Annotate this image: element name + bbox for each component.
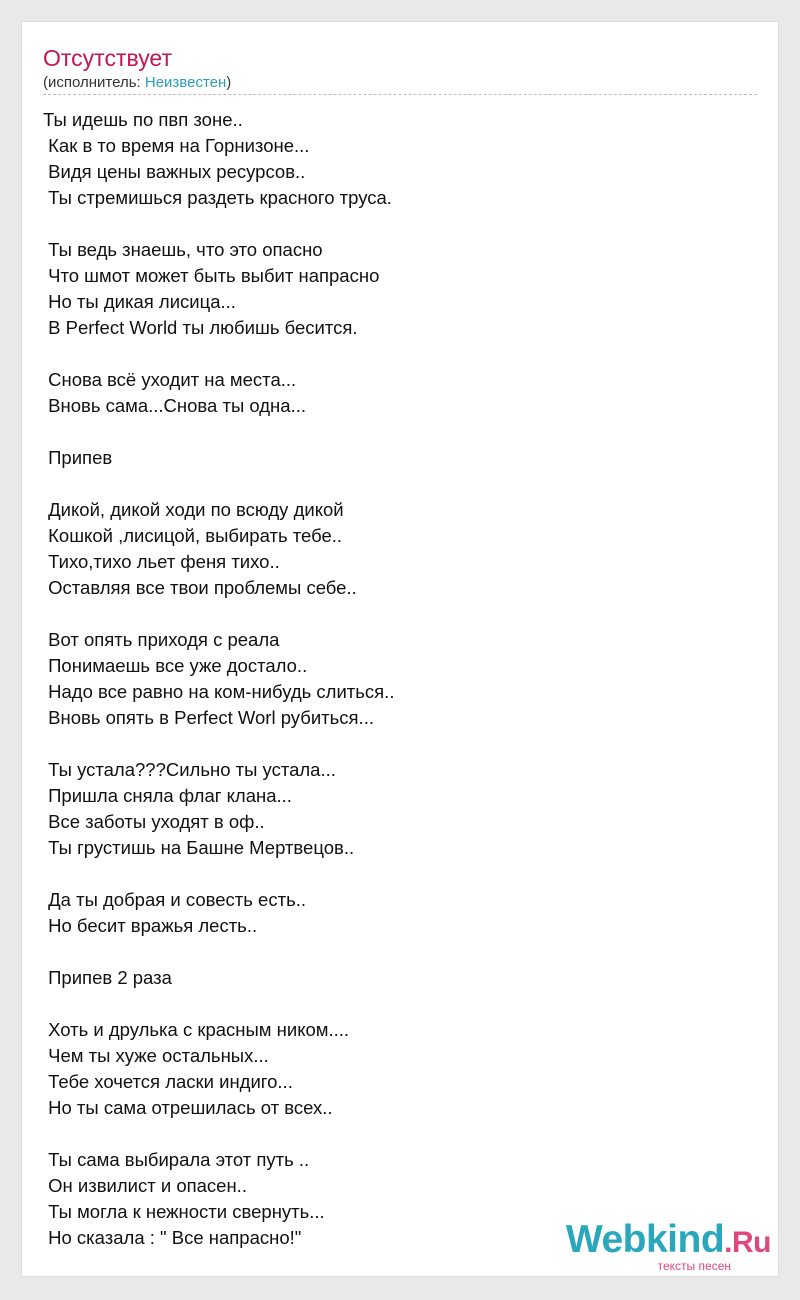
lyric-line: Вот опять приходя с реала [43, 629, 280, 650]
lyric-line: Снова всё уходит на места... [43, 369, 297, 390]
lyric-line: Да ты добрая и совесть есть.. [43, 889, 306, 910]
watermark-brand: Webkind [565, 1218, 725, 1261]
lyric-line: Ты идешь по пвп зоне.. [43, 109, 243, 130]
lyric-line: Припев 2 раза [43, 967, 172, 988]
lyric-line: Оставляя все твои проблемы себе.. [43, 577, 357, 598]
lyric-line: Ты стремишься раздеть красного труса. [43, 187, 392, 208]
artist-line [43, 74, 231, 92]
artist-prefix: (исполнитель: [43, 74, 145, 91]
lyric-line: Ты могла к нежности свернуть... [43, 1201, 325, 1222]
lyric-blank-line [43, 471, 743, 497]
watermark-tagline: тексты песен [657, 1259, 731, 1273]
lyric-line: Но ты сама отрешилась от всех.. [43, 1097, 333, 1118]
lyric-line: В Perfect World ты любишь бесится. [43, 317, 358, 338]
lyric-line: Ты ведь знаешь, что это опасно [43, 239, 323, 260]
lyric-line: Он извилист и опасен.. [43, 1175, 247, 1196]
lyric-line: Видя цены важных ресурсов.. [43, 161, 306, 182]
lyric-line: Вновь сама...Снова ты одна... [43, 395, 306, 416]
lyric-line: Пришла сняла флаг клана... [43, 785, 292, 806]
lyric-blank-line [43, 419, 743, 445]
lyric-blank-line [43, 731, 743, 757]
webkind-watermark [565, 1218, 771, 1273]
lyric-line: Ты устала???Сильно ты устала... [43, 759, 336, 780]
lyric-line: Ты сама выбирала этот путь .. [43, 1149, 310, 1170]
lyric-line: Как в то время на Горнизоне... [43, 135, 310, 156]
lyric-line: Понимаешь все уже достало.. [43, 655, 308, 676]
lyric-line: Припев [43, 447, 113, 468]
lyric-blank-line [43, 939, 743, 965]
lyric-blank-line [43, 211, 743, 237]
lyric-line: Чем ты хуже остальных... [43, 1045, 269, 1066]
lyric-line: Тихо,тихо льет феня тихо.. [43, 551, 280, 572]
lyric-line: Что шмот может быть выбит напрасно [43, 265, 380, 286]
artist-link[interactable]: Неизвестен [144, 74, 227, 91]
lyric-blank-line [43, 601, 743, 627]
lyric-line: Надо все равно на ком-нибудь слиться.. [43, 681, 395, 702]
watermark-tld: .Ru [724, 1226, 771, 1259]
song-title: Отсутствует [43, 45, 172, 71]
artist-suffix: ) [226, 74, 232, 91]
lyric-line: Кошкой ,лисицой, выбирать тебе.. [43, 525, 343, 546]
lyric-line: Ты грустишь на Башне Мертвецов.. [43, 837, 355, 858]
lyrics-card [21, 21, 779, 1277]
lyric-blank-line [43, 1121, 743, 1147]
lyric-line: Вновь опять в Perfect Worl рубиться... [43, 707, 374, 728]
lyrics-text [43, 107, 743, 1251]
watermark-logo [565, 1218, 771, 1262]
lyric-line: Но бесит вражья лесть.. [43, 915, 258, 936]
lyric-line: Но ты дикая лисица... [43, 291, 236, 312]
lyric-line: Но сказала : " Все напрасно!" [43, 1227, 302, 1248]
lyric-line: Тебе хочется ласки индиго... [43, 1071, 293, 1092]
title-divider [43, 94, 757, 95]
lyric-line: Все заботы уходят в оф.. [43, 811, 265, 832]
lyric-line: Дикой, дикой ходи по всюду дикой [43, 499, 344, 520]
lyric-blank-line [43, 991, 743, 1017]
lyric-line: Хоть и друлька с красным ником.... [43, 1019, 350, 1040]
lyric-blank-line [43, 341, 743, 367]
lyric-blank-line [43, 861, 743, 887]
